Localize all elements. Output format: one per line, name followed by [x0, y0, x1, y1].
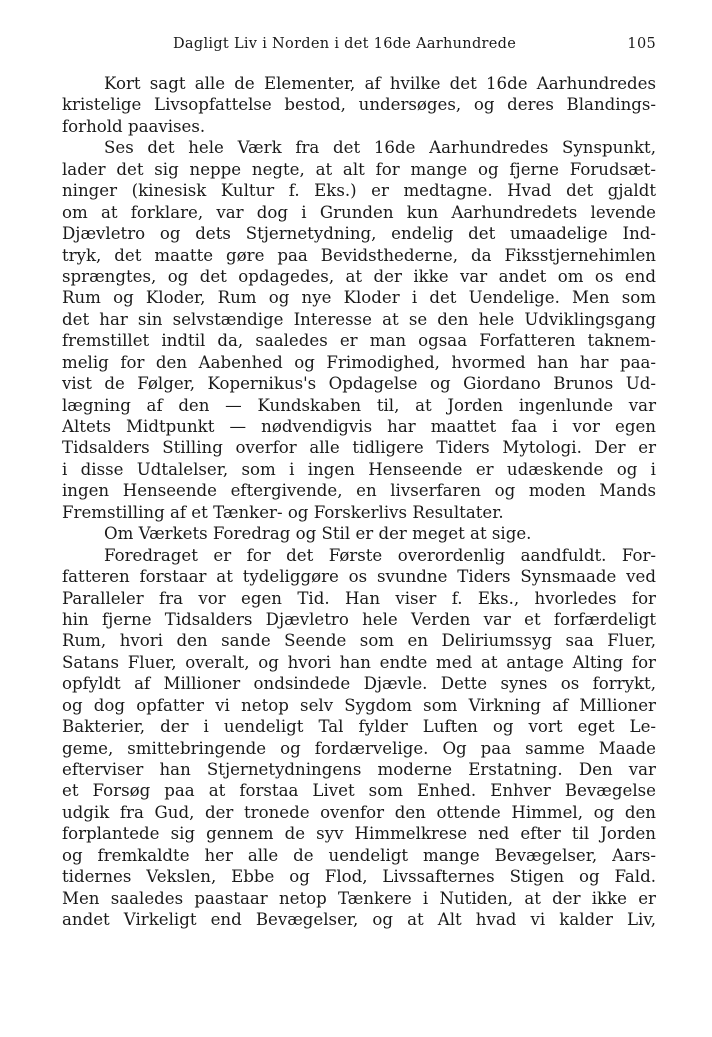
text-line: fremstillet indtil da, saaledes er man ogsaa Forfatteren taknem- [62, 331, 656, 351]
running-head [62, 36, 656, 58]
text-line: lægning af den — Kundskaben til, at Jorden ingenlunde var [62, 395, 656, 415]
text-line: ninger (kinesisk Kultur f. Eks.) er medtagne. Hvad det gjaldt [62, 181, 656, 201]
text-line: ingen Henseende eftergivende, en livserfaren og moden Mands [62, 481, 656, 501]
text-line: Djævletro og dets Stjernetydning, endelig det umaadelige Ind- [62, 224, 656, 244]
text-line: efterviser han Stjernetydningens moderne Erstatning. Den var [62, 760, 656, 779]
text-line: udgik fra Gud, der tronede ovenfor den ottende Himmel, og den [62, 802, 656, 822]
text-line: geme, smittebringende og fordærvelige. Og paa samme Maade [62, 738, 656, 758]
text-line: Satans Fluer, overalt, og hvori han endte med at antage Alting for [62, 652, 656, 672]
text-line: andet Virkeligt end Bevægelser, og at Alt hvad vi kalder Liv, [62, 910, 656, 930]
text-line: Fremstilling af et Tænker- og Forskerlivs Resultater. [62, 502, 504, 522]
text-line: og dog opfatter vi netop selv Sygdom som Virkning af Millioner [62, 695, 656, 715]
text-line: tryk, det maatte gøre paa Bevidsthederne, da Fiksstjernehimlen [62, 245, 656, 265]
book-page [62, 0, 656, 1037]
text-line: Kort sagt alle de Elementer, af hvilke det 16de Aarhundredes [104, 74, 656, 93]
text-line: vist de Følger, Kopernikus's Opdagelse og Giordano Brunos Ud- [62, 374, 656, 394]
body-text [62, 73, 656, 931]
text-line: hin fjerne Tidsalders Djævletro hele Verden var et forfærdeligt [62, 609, 656, 629]
text-line: det har sin selvstændige Interesse at se den hele Udviklingsgang [62, 309, 656, 329]
text-line: Tidsalders Stilling overfor alle tidligere Tiders Mytologi. Der er [62, 438, 656, 458]
text-line: et Forsøg paa at forstaa Livet som Enhed. Enhver Bevægelse [62, 781, 656, 801]
text-line: Altets Midtpunkt — nødvendigvis har maattet faa i vor egen [62, 417, 656, 436]
text-line: om at forklare, var dog i Grunden kun Aarhundredets levende [62, 202, 656, 222]
text-line: tidernes Vekslen, Ebbe og Flod, Livssafternes Stigen og Fald. [62, 867, 656, 887]
text-line: forplantede sig gennem de syv Himmelkrese ned efter til Jorden [62, 824, 656, 844]
page-number: 105 [627, 36, 656, 52]
text-line: kristelige Livsopfattelse bestod, undersøges, og deres Blandings- [62, 95, 656, 115]
text-line: i disse Udtalelser, som i ingen Henseende er udæskende og i [62, 459, 656, 479]
running-title: Dagligt Liv i Norden i det 16de Aarhundrede [173, 36, 517, 52]
text-line: og fremkaldte her alle de uendeligt mange Bevægelser, Aars- [62, 845, 656, 865]
text-line: lader det sig neppe negte, at alt for mange og fjerne Forudsæt- [62, 159, 656, 179]
text-line: Rum, hvori den sande Seende som en Deliriumssyg saa Fluer, [62, 631, 656, 651]
text-line: Rum og Kloder, Rum og nye Kloder i det Uendelige. Men som [62, 288, 656, 308]
text-line: forhold paavises. [62, 116, 206, 136]
text-line: Bakterier, der i uendeligt Tal fylder Luften og vort eget Le- [62, 717, 656, 737]
text-line: sprængtes, og det opdagedes, at der ikke var andet om os end [62, 266, 656, 286]
text-line: Ses det hele Værk fra det 16de Aarhundredes Synspunkt, [104, 138, 656, 158]
text-line: Paralleler fra vor egen Tid. Han viser f. Eks., hvorledes for [62, 588, 656, 608]
text-line: opfyldt af Millioner ondsindede Djævle. Dette synes os forrykt, [62, 674, 656, 694]
text-line: melig for den Aabenhed og Frimodighed, hvormed han har paa- [62, 352, 656, 372]
text-line: fatteren forstaar at tydeliggøre os svundne Tiders Synsmaade ved [62, 567, 656, 587]
text-line: Om Værkets Foredrag og Stil er der meget at sige. [104, 524, 532, 544]
text-line: Foredraget er for det Første overordenlig aandfuldt. For- [104, 545, 656, 565]
text-line: Men saaledes paastaar netop Tænkere i Nutiden, at der ikke er [62, 888, 656, 908]
